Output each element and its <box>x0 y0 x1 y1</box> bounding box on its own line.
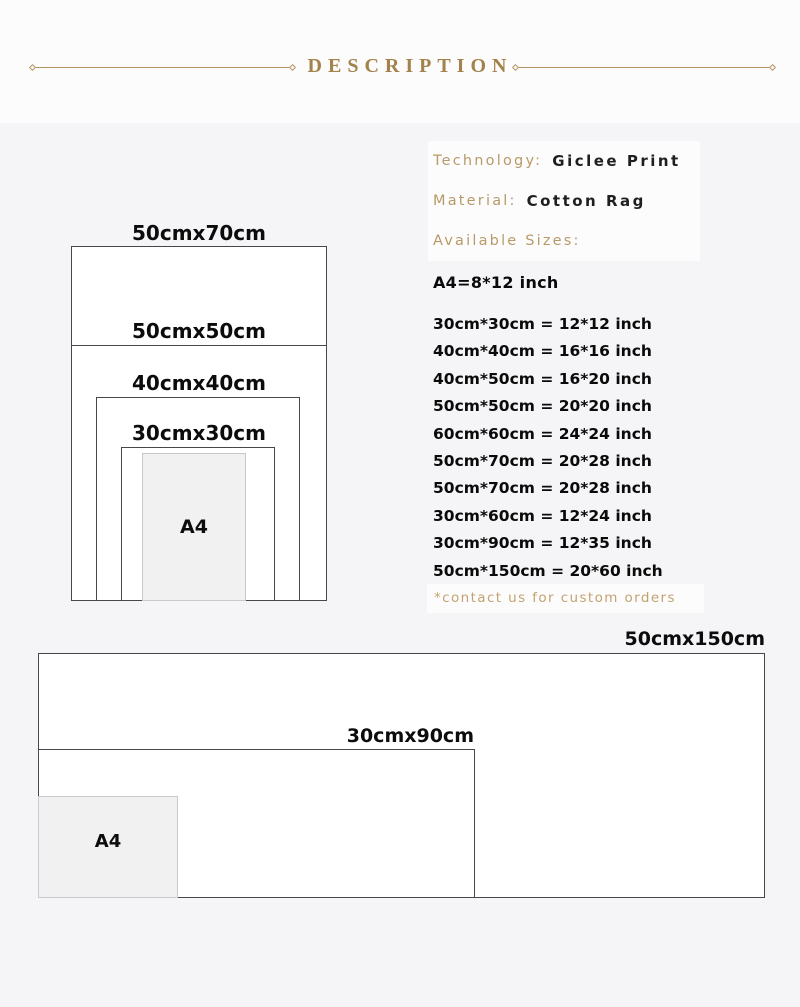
header-band <box>0 0 800 123</box>
diamond-icon <box>512 64 519 71</box>
size-label-a4-landscape: A4 <box>94 831 122 852</box>
section-title: DESCRIPTION <box>307 55 513 77</box>
size-conversion-row: 50cm*70cm = 20*28 inch <box>433 451 652 470</box>
material-value: Cotton Rag <box>526 192 646 210</box>
size-label-30x90: 30cmx90cm <box>346 725 474 747</box>
material-label: Material: <box>433 193 517 209</box>
size-label-40x40: 40cmx40cm <box>132 371 266 395</box>
size-conversion-row: 50cm*50cm = 20*20 inch <box>433 397 652 416</box>
technology-value: Giclee Print <box>552 152 681 170</box>
size-conversion-row: 40cm*40cm = 16*16 inch <box>433 342 652 361</box>
diamond-icon <box>29 64 36 71</box>
size-label-50x150: 50cmx150cm <box>624 628 765 650</box>
size-label-50x70: 50cmx70cm <box>132 221 266 245</box>
size-conversion-row: 30cm*60cm = 12*24 inch <box>433 506 652 525</box>
contact-note: *contact us for custom orders <box>427 584 704 613</box>
rule-line <box>35 67 290 68</box>
size-conversion-row: 40cm*50cm = 16*20 inch <box>433 369 652 388</box>
size-conversion-row: 50cm*70cm = 20*28 inch <box>433 479 652 498</box>
size-conversion-row: 30cm*90cm = 12*35 inch <box>433 534 652 553</box>
available-sizes-label: Available Sizes: <box>433 233 581 249</box>
description-rule-right <box>513 63 775 72</box>
technology-label: Technology: <box>433 153 543 169</box>
diamond-icon <box>769 64 776 71</box>
size-conversion-row: 60cm*60cm = 24*24 inch <box>433 424 652 443</box>
info-row-technology <box>433 141 700 181</box>
size-conversion-row: 50cm*150cm = 20*60 inch <box>433 561 663 580</box>
info-row-material <box>433 181 700 221</box>
size-label-30x30: 30cmx30cm <box>132 421 266 445</box>
size-label-50x50: 50cmx50cm <box>132 319 266 343</box>
diamond-icon <box>289 64 296 71</box>
a4-equivalence-note: A4=8*12 inch <box>433 273 559 292</box>
info-row-available-sizes <box>433 221 700 261</box>
size-conversion-row: 30cm*30cm = 12*12 inch <box>433 315 652 333</box>
description-rule-left <box>30 63 295 72</box>
info-panel <box>428 141 700 261</box>
rule-line <box>518 67 770 68</box>
size-label-a4-portrait: A4 <box>180 516 208 538</box>
size-conversion-list <box>433 311 663 585</box>
